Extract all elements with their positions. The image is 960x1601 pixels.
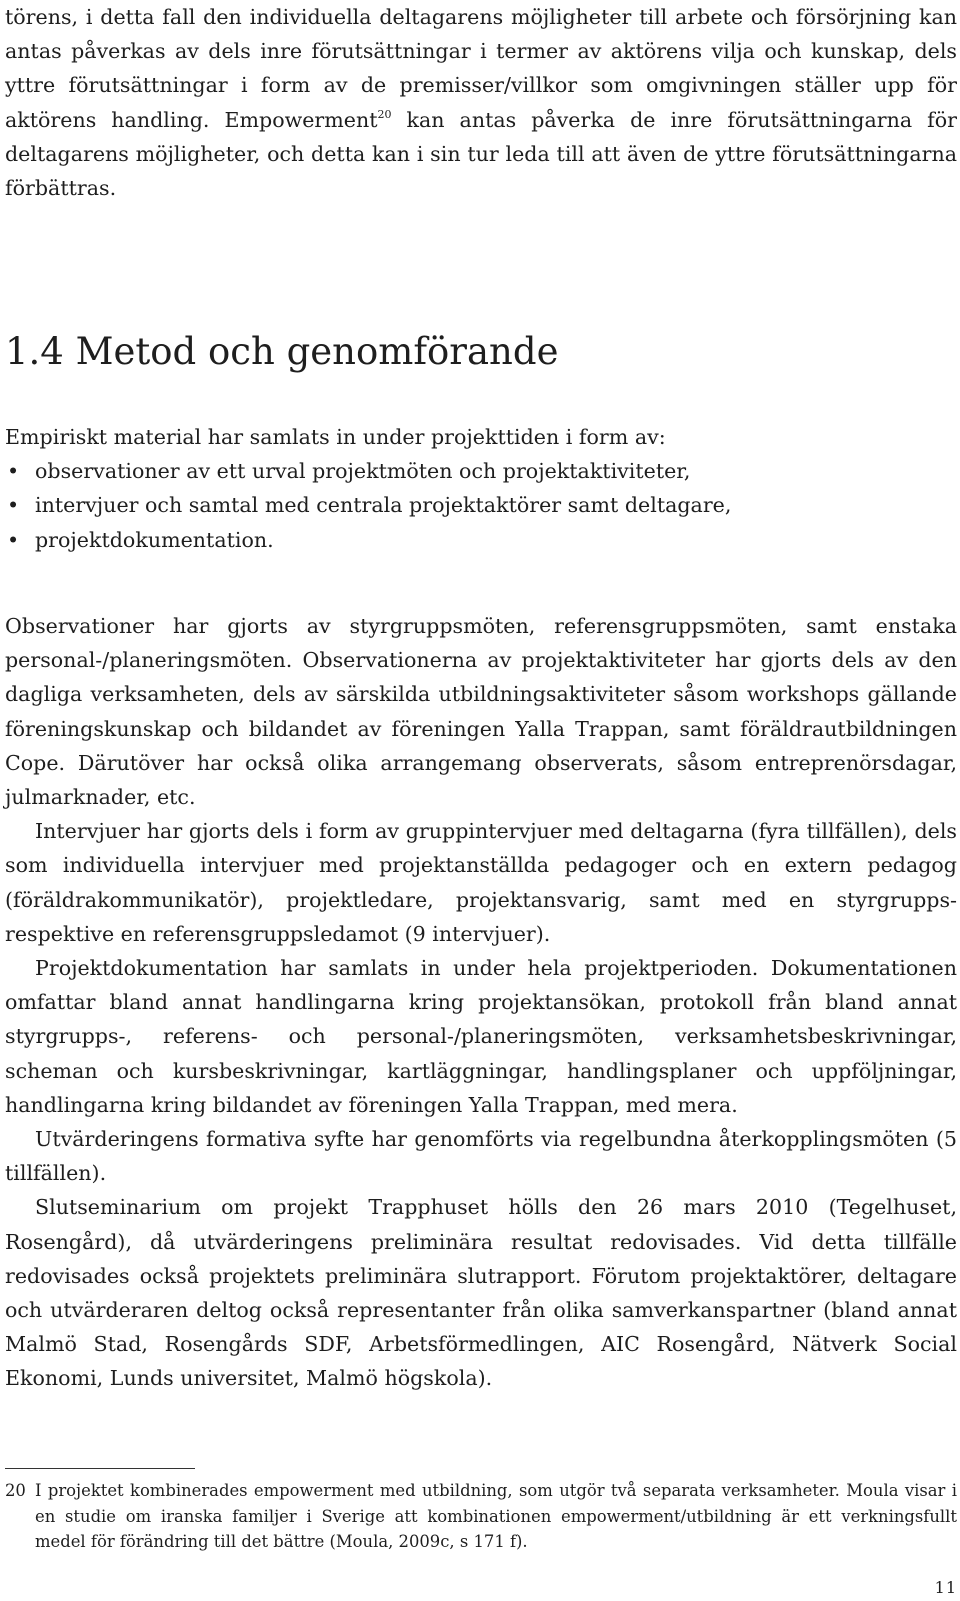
bullet-text: intervjuer och samtal med centrala projektaktörer samt deltagare, — [35, 493, 732, 518]
section-heading: 1.4 Metod och genomförande — [5, 330, 559, 373]
page-number: 11 — [934, 1578, 957, 1597]
footnote-text: I projektet kombinerades empowerment med utbildning, som utgör två separata verksamheter. Moula visar i en studie om iranska familjer i Sverige att kombinationen empowerment/utbildning är ett verkningsfullt medel för förändring till det bättre (Moula, 2009c, s 171 f). — [35, 1481, 957, 1552]
footnote-reference[interactable]: 20 — [377, 107, 392, 121]
footnote-number: 20 — [5, 1481, 26, 1500]
intro-text-start: törens, i detta fall den individuella deltagarens möjligheter till arbete och försörjning kan antas påverkas av dels inre förutsättningar i termer av aktörens vilja och kunskap, dels yttre förutsättningar i form av de premisser/villkor som omgivningen ställer upp för aktörens handling. Empowerment — [5, 5, 957, 132]
method-section — [5, 420, 957, 557]
bullet-item — [5, 488, 957, 522]
bullet-icon: • — [7, 527, 20, 552]
footnote — [5, 1478, 957, 1555]
interviews-paragraph: Intervjuer har gjorts dels i form av gruppintervjuer med deltagarna (fyra tillfällen), dels som individuella intervjuer med projektanställda pedagoger och en extern pedagog (föräldrakommunikatör), projektledare, projektansvarig, samt med en styrgrupps- respektive en referensgruppsledamot (9 intervjuer). — [5, 819, 957, 946]
observations-paragraph: Observationer har gjorts av styrgruppsmöten, referensgruppsmöten, samt enstaka personal-/planeringsmöten. Observationerna av projektaktiviteter har gjorts dels av den dagliga verksamheten, dels av särskilda utbildningsaktiviteter såsom workshops gällande föreningskunskap och bildandet av föreningen Yalla Trappan, samt föräldrautbildningen Cope. Därutöver har också olika arrangemang observerats, såsom entreprenörsdagar, julmarknader, etc. — [5, 614, 957, 810]
material-bullet-list — [5, 454, 957, 557]
bullet-text: observationer av ett urval projektmöten och projektaktiviteter, — [35, 459, 691, 484]
intro-paragraph — [5, 0, 957, 205]
bullet-icon: • — [7, 459, 20, 484]
method-paragraphs — [5, 609, 957, 1396]
bullet-item — [5, 454, 957, 488]
footnote-divider — [5, 1468, 195, 1469]
bullet-item — [5, 523, 957, 557]
method-lead-text: Empiriskt material har samlats in under projekttiden i form av: — [5, 425, 666, 449]
formative-paragraph: Utvärderingens formativa syfte har genomförts via regelbundna återkopplingsmöten (5 tillfällen). — [5, 1127, 957, 1186]
intro-text-end: kan antas påverka de inre förutsättningarna för deltagarens möjligheter, och detta kan i sin tur leda till att även de yttre förutsättningarna förbättras. — [5, 107, 957, 201]
bullet-text: projektdokumentation. — [35, 527, 274, 552]
bullet-icon: • — [7, 493, 20, 518]
documentation-paragraph: Projektdokumentation har samlats in under hela projektperioden. Dokumentationen omfattar bland annat handlingarna kring projektansökan, protokoll från bland annat styrgrupps-, referens- och personal-/planeringsmöten, verksamhetsbeskrivningar, scheman och kursbeskrivningar, kartläggningar, handlingsplaner och uppföljningar, handlingarna kring bildandet av föreningen Yalla Trappan, med mera. — [5, 956, 957, 1117]
seminar-paragraph: Slutseminarium om projekt Trapphuset hölls den 26 mars 2010 (Tegelhuset, Rosengård), då utvärderingens preliminära resultat redovisades. Vid detta tillfälle redovisades också projektets preliminära slutrapport. Förutom projektaktörer, deltagare och utvärderaren deltog också representanter från olika samverkanspartner (bland annat Malmö Stad, Rosengårds SDF, Arbetsförmedlingen, AIC Rosengård, Nätverk Social Ekonomi, Lunds universitet, Malmö högskola). — [5, 1195, 957, 1391]
